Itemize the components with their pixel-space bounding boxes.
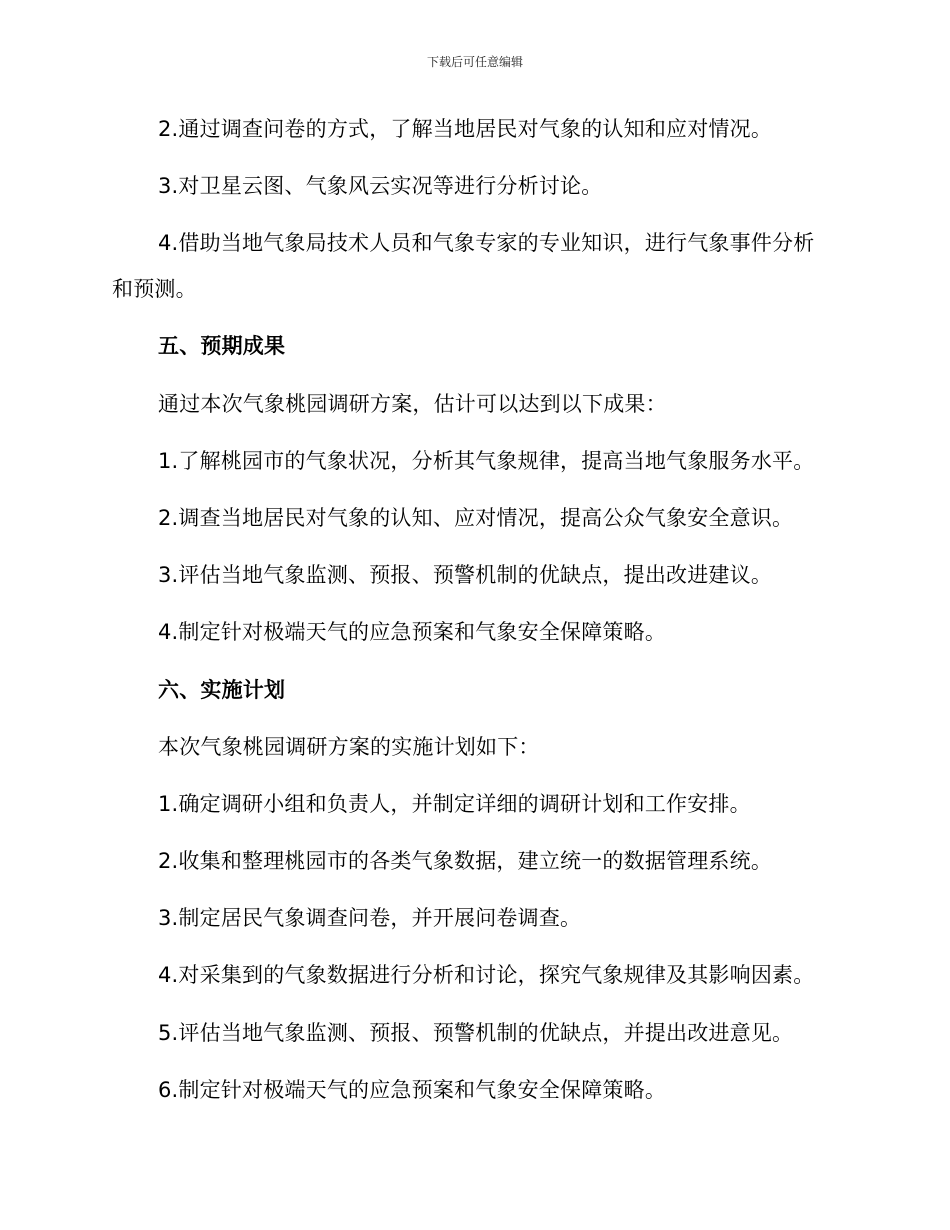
section-6-intro: 本次气象桃园调研方案的实施计划如下： [158,735,540,759]
section-5-item: 4.制定针对极端天气的应急预案和气象安全保障策略。 [158,620,667,644]
section-5-item: 2.调查当地居民对气象的认知、应对情况，提高公众气象安全意识。 [158,506,794,530]
paragraph-satellite: 3.对卫星云图、气象风云实况等进行分析讨论。 [158,174,603,198]
section-5-heading: 五、预期成果 [158,334,286,358]
section-6-item: 5.评估当地气象监测、预报、预警机制的优缺点，并提出改进意见。 [158,1021,794,1045]
paragraph-survey: 2.通过调查问卷的方式，了解当地居民对气象的认知和应对情况。 [158,117,773,141]
section-5-item: 1.了解桃园市的气象状况，分析其气象规律，提高当地气象服务水平。 [158,449,815,473]
section-6-item: 2.收集和整理桃园市的各类气象数据，建立统一的数据管理系统。 [158,849,773,873]
section-6-heading: 六、实施计划 [158,678,286,702]
section-5-intro: 通过本次气象桃园调研方案，估计可以达到以下成果： [158,392,667,416]
page-header: 下载后可任意编辑 [426,55,523,69]
section-6-item: 6.制定针对极端天气的应急预案和气象安全保障策略。 [158,1078,667,1102]
section-6-item: 3.制定居民气象调查问卷，并开展问卷调查。 [158,906,582,930]
paragraph-expert-line-1: 4.借助当地气象局技术人员和气象专家的专业知识，进行气象事件分析 [158,231,815,255]
paragraph-expert-line-2: 和预测。 [112,277,197,301]
section-6-item: 4.对采集到的气象数据进行分析和讨论，探究气象规律及其影响因素。 [158,963,815,987]
section-5-item: 3.评估当地气象监测、预报、预警机制的优缺点，提出改进建议。 [158,563,773,587]
section-6-item: 1.确定调研小组和负责人，并制定详细的调研计划和工作安排。 [158,792,751,816]
